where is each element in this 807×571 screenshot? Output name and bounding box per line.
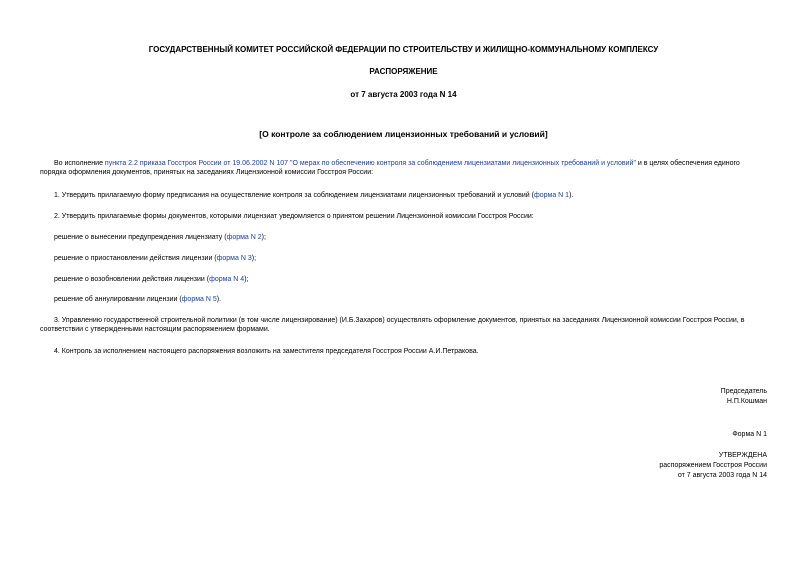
intro-paragraph bbox=[40, 159, 768, 177]
form-5-end: ). bbox=[216, 296, 222, 303]
item-1 bbox=[54, 191, 573, 200]
intro-prefix: Во исполнение bbox=[54, 160, 105, 167]
form-item-4 bbox=[54, 275, 248, 284]
form-2-text: решение о вынесении предупреждения лицензиату ( bbox=[54, 234, 227, 241]
item-1-end: ). bbox=[569, 192, 574, 199]
link-form-2[interactable]: форма N 2 bbox=[226, 234, 262, 241]
form-4-text: решение о возобновлении действия лицензии ( bbox=[54, 276, 210, 283]
link-form-3[interactable]: форма N 3 bbox=[216, 255, 252, 262]
form-3-end: ); bbox=[251, 255, 257, 262]
doc-type-heading: РАСПОРЯЖЕНИЕ bbox=[369, 67, 438, 76]
form-3-text: решение о приостановлении действия лицензии ( bbox=[54, 255, 217, 262]
form-2-end: ); bbox=[261, 234, 266, 241]
item-3: 3. Управлению государственной строительной политики (в том числе лицензирование) (И.Б.Захаров) осуществлять оформление документов, принятых на заседаниях Лицензионной комиссии Госстроя России, в соответствии с утвержденными настоящим распоряжением формами. bbox=[40, 317, 745, 333]
link-form-1[interactable]: форма N 1 bbox=[533, 192, 570, 199]
approved-date: от 7 августа 2003 года N 14 bbox=[677, 472, 767, 479]
intro-suffix: и в целях обеспечения единого порядка оформления документов, принятых на заседаниях Лицензионной комиссии Госстроя России: bbox=[40, 160, 740, 176]
link-order-107[interactable]: приказа Госстроя России от 19.06.2002 N 107 "О мерах по обеспечению контроля за соблюдением лицензиатами лицензионных требований и условий" bbox=[139, 160, 636, 167]
item-1-text: 1. Утвердить прилагаемую форму предписания на осуществление контроля за соблюдением лицензиатами лицензионных требований и условий ( bbox=[54, 192, 534, 199]
subject-heading: [О контроле за соблюдением лицензионных требований и условий] bbox=[259, 129, 548, 139]
approved-by: распоряжением Госстроя России bbox=[659, 462, 767, 469]
form-5-text: решение об аннулировании лицензии ( bbox=[54, 296, 182, 303]
approved-label: УТВЕРЖДЕНА bbox=[718, 452, 767, 459]
signature-name: Н.П.Кошман bbox=[726, 398, 767, 405]
link-form-5[interactable]: форма N 5 bbox=[181, 296, 217, 303]
item-2: 2. Утвердить прилагаемые формы документов, которыми лицензиат уведомляется о принятом решении Лицензионной комиссии Госстроя России: bbox=[54, 213, 534, 220]
link-point-2-2[interactable]: пункта 2.2 bbox=[104, 160, 138, 167]
date-number-heading: от 7 августа 2003 года N 14 bbox=[350, 90, 457, 99]
signature-position: Председатель bbox=[720, 388, 767, 395]
form-item-2 bbox=[54, 233, 266, 242]
form-item-5 bbox=[54, 295, 221, 304]
org-heading: ГОСУДАРСТВЕННЫЙ КОМИТЕТ РОССИЙСКОЙ ФЕДЕРАЦИИ ПО СТРОИТЕЛЬСТВУ И ЖИЛИЩНО-КОММУНАЛЬНОМУ КОМПЛЕКСУ bbox=[148, 45, 659, 54]
form-4-end: ); bbox=[244, 276, 249, 283]
item-4: 4. Контроль за исполнением настоящего распоряжения возложить на заместителя председателя Госстроя России А.И.Петракова. bbox=[54, 348, 479, 355]
link-form-4[interactable]: форма N 4 bbox=[209, 276, 245, 283]
form-item-3 bbox=[54, 254, 256, 263]
form-label: Форма N 1 bbox=[732, 431, 767, 438]
